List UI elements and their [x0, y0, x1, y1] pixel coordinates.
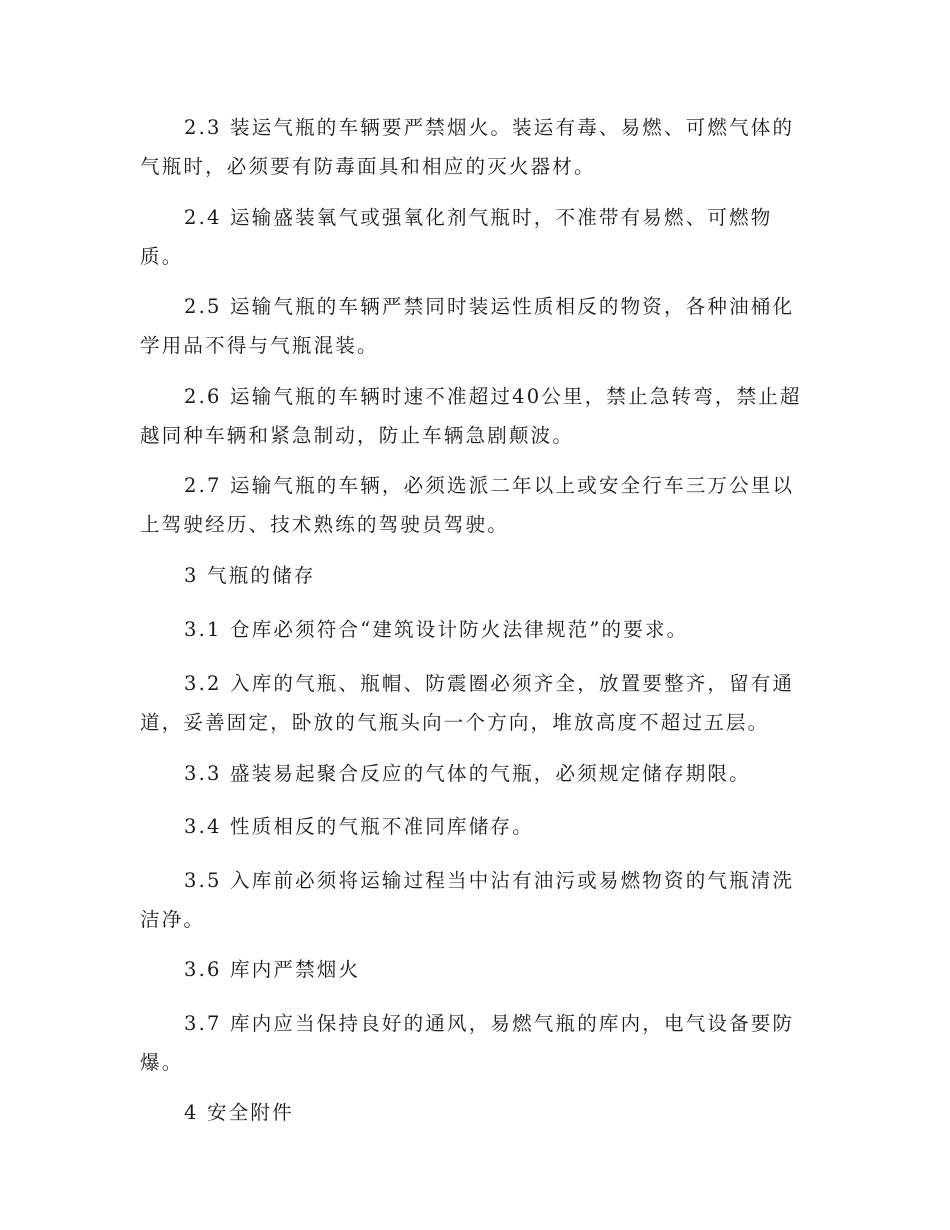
section-heading-4: 4 安全附件	[184, 1101, 294, 1124]
section-heading-3: 3 气瓶的储存	[184, 564, 316, 587]
paragraph-2-7: 2.7 运输气瓶的车辆，必须选派二年以上或安全行车三万公里以上驾驶经历、技术熟练的驾驶员驾驶。	[140, 474, 795, 536]
paragraph-3-4: 3.4 性质相反的气瓶不准同库储存。	[184, 815, 534, 838]
paragraph-3-1: 3.1 仓库必须符合“建筑设计防火法律规范”的要求。	[184, 618, 689, 641]
paragraph-2-4: 2.4 运输盛装氧气或强氧化剂气瓶时，不准带有易燃、可燃物质。	[140, 206, 773, 268]
paragraph-3-7: 3.7 库内应当保持良好的通风，易燃气瓶的库内，电气设备要防爆。	[140, 1012, 795, 1074]
paragraph-3-2: 3.2 入库的气瓶、瓶帽、防震圈必须齐全，放置要整齐，留有通道，妥善固定，卧放的气瓶头向一个方向，堆放高度不超过五层。	[140, 672, 795, 734]
paragraph-3-3: 3.3 盛装易起聚合反应的气体的气瓶，必须规定储存期限。	[184, 762, 751, 785]
paragraph-2-3: 2.3 装运气瓶的车辆要严禁烟火。装运有毒、易燃、可燃气体的气瓶时，必须要有防毒面具和相应的灭火器材。	[140, 116, 795, 178]
paragraph-2-5: 2.5 运输气瓶的车辆严禁同时装运性质相反的物资，各种油桶化学用品不得与气瓶混装。	[140, 295, 795, 357]
paragraph-2-6: 2.6 运输气瓶的车辆时速不准超过40公里，禁止急转弯，禁止超越同种车辆和紧急制动，防止车辆急剧颠波。	[140, 385, 802, 447]
paragraph-3-6: 3.6 库内严禁烟火	[184, 958, 361, 981]
paragraph-3-5: 3.5 入库前必须将运输过程当中沾有油污或易燃物资的气瓶清洗洁净。	[140, 869, 795, 931]
